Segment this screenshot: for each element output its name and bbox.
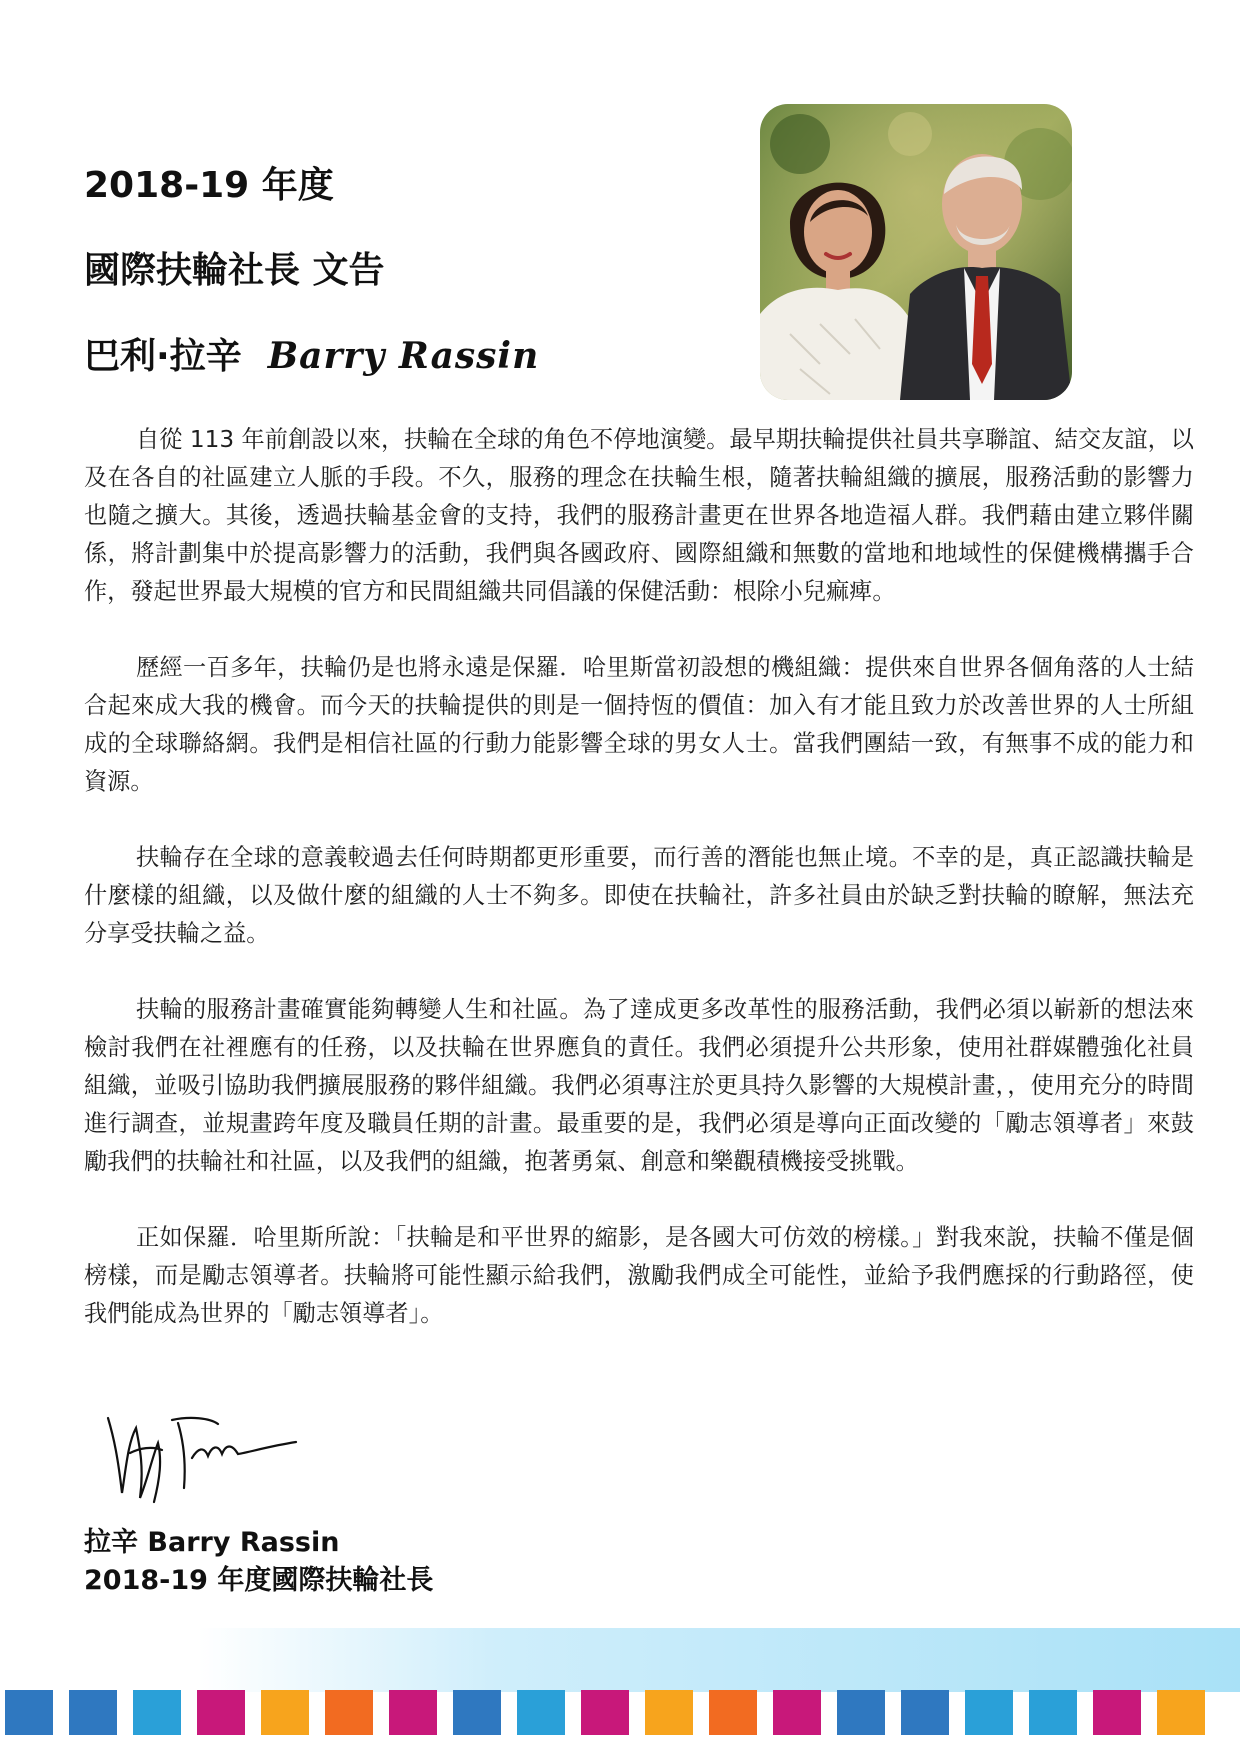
footer-square <box>645 1690 693 1735</box>
footer-square <box>901 1690 949 1735</box>
signoff-block <box>84 1524 433 1600</box>
title-name <box>84 332 724 381</box>
title-year: 2018-19 年度 <box>84 165 334 206</box>
footer-square <box>965 1690 1013 1735</box>
paragraph-2: 歷經一百多年，扶輪仍是也將永遠是保羅．哈里斯當初設想的機組織：提供來自世界各個角落的人士結合起來成大我的機會。而今天的扶輪提供的則是一個持恆的價值：加入有才能且致力於改善世界的人士所組成的全球聯絡網。我們是相信社區的行動力能影響全球的男女人士。當我們團結一致，有無事不成的能力和資源。 <box>84 654 1194 795</box>
title-name-english: Barry Rassin <box>267 335 540 377</box>
title-message: 國際扶輪社長 文告 <box>84 250 385 291</box>
footer-square <box>261 1690 309 1735</box>
footer-square <box>1093 1690 1141 1735</box>
paragraph-4: 扶輪的服務計畫確實能夠轉變人生和社區。為了達成更多改革性的服務活動，我們必須以嶄新的想法來檢討我們在社裡應有的任務，以及扶輪在世界應負的責任。我們必須提升公共形象，使用社群媒體強化社員組織，並吸引協助我們擴展服務的夥伴組織。我們必須專注於更具持久影響的大規模計畫，，使用充分的時間進行調查，並規畫跨年度及職員任期的計畫。最重要的是，我們必須是導向正面改變的「勵志領導者」來鼓勵我們的扶輪社和社區，以及我們的組織，抱著勇氣、創意和樂觀積機接受挑戰。 <box>84 996 1194 1175</box>
signoff-title: 2018-19 年度國際扶輪社長 <box>84 1565 434 1596</box>
footer-square <box>5 1690 53 1735</box>
footer-color-strip <box>0 1690 1240 1735</box>
footer-square <box>1157 1690 1205 1735</box>
handwritten-signature <box>100 1398 300 1508</box>
footer-square <box>837 1690 885 1735</box>
footer-square <box>517 1690 565 1735</box>
footer-square <box>69 1690 117 1735</box>
footer-square <box>389 1690 437 1735</box>
signoff-name: 拉辛 Barry Rassin <box>84 1527 340 1558</box>
footer-square <box>133 1690 181 1735</box>
paragraph-1: 自從 113 年前創設以來，扶輪在全球的角色不停地演變。最早期扶輪提供社員共享聯誼、結交友誼，以及在各自的社區建立人脈的手段。不久，服務的理念在扶輪生根，隨著扶輪組織的擴展，服務活動的影響力也隨之擴大。其後，透過扶輪基金會的支持，我們的服務計畫更在世界各地造福人群。我們藉由建立夥伴關係，將計劃集中於提高影響力的活動，我們與各國政府、國際組織和無數的當地和地域性的保健機構攜手合作，發起世界最大規模的官方和民間組織共同倡議的保健活動：根除小兒痲痺。 <box>84 426 1194 605</box>
letter-body <box>84 421 1194 1333</box>
letter-header <box>84 162 724 418</box>
footer-square <box>197 1690 245 1735</box>
paragraph-5: 正如保羅．哈里斯所說：「扶輪是和平世界的縮影，是各國大可仿效的榜樣。」對我來說，扶輪不僅是個榜樣，而是勵志領導者。扶輪將可能性顯示給我們，激勵我們成全可能性，並給予我們應採的行動路徑，使我們能成為世界的「勵志領導者」。 <box>84 1224 1194 1327</box>
paragraph-3: 扶輪存在全球的意義較過去任何時期都更形重要，而行善的潛能也無止境。不幸的是，真正認識扶輪是什麼樣的組織，以及做什麼的組織的人士不夠多。即使在扶輪社，許多社員由於缺乏對扶輪的瞭解，無法充分享受扶輪之益。 <box>84 844 1194 947</box>
footer-square <box>581 1690 629 1735</box>
footer-square <box>773 1690 821 1735</box>
footer-square <box>1029 1690 1077 1735</box>
footer-gradient-band <box>0 1628 1240 1692</box>
footer-square <box>453 1690 501 1735</box>
portrait-photo <box>760 104 1072 400</box>
footer-square <box>325 1690 373 1735</box>
title-name-chinese: 巴利·拉辛 <box>84 336 242 377</box>
footer-square <box>709 1690 757 1735</box>
